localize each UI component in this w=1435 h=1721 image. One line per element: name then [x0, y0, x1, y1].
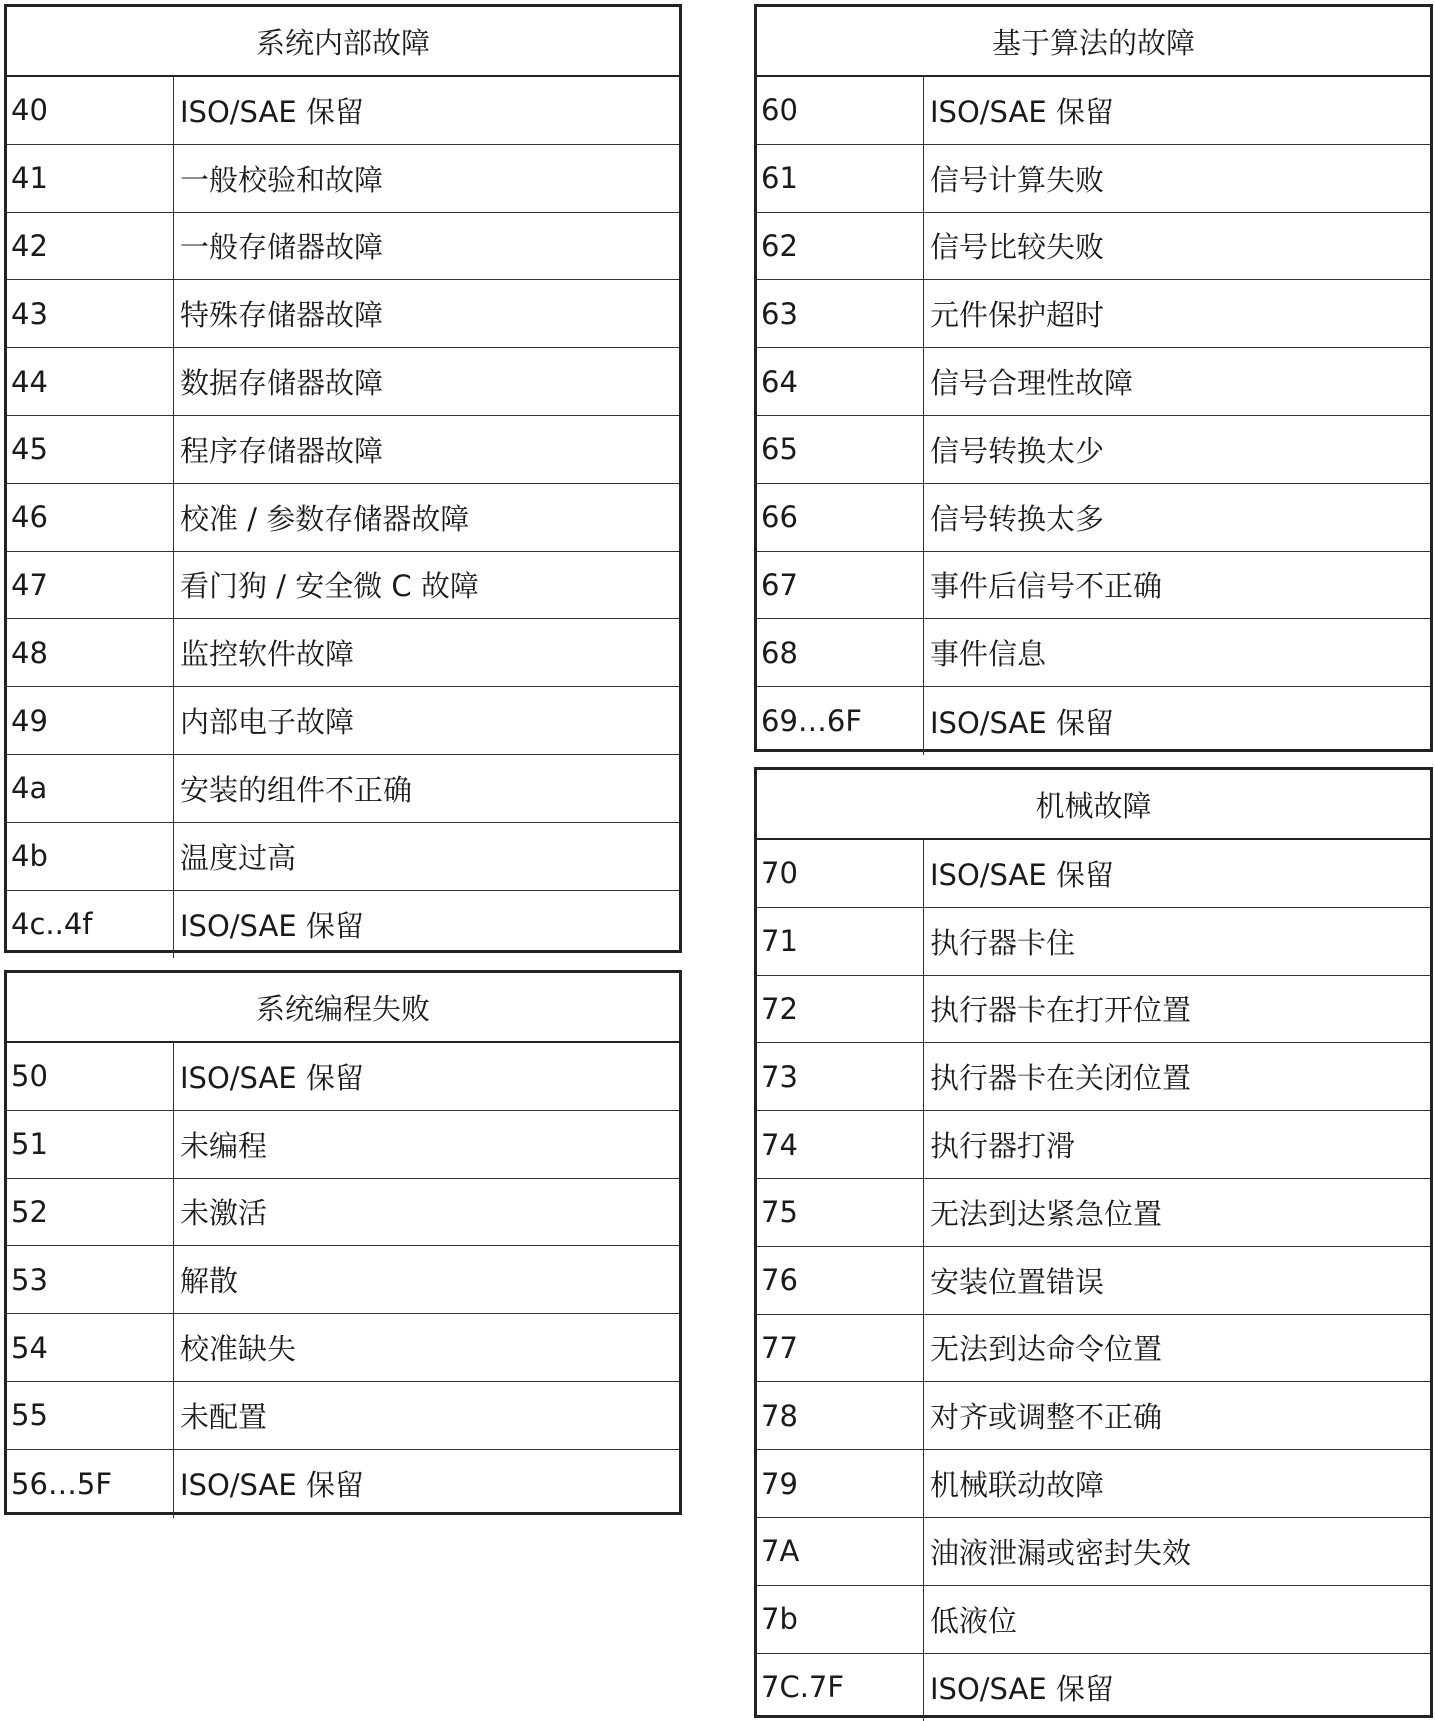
- table-row: [7, 1111, 679, 1179]
- fault-code-cell: 7b: [757, 1586, 924, 1653]
- fault-description-cell: 安装的组件不正确: [180, 772, 413, 807]
- fault-code-cell: 43: [7, 280, 174, 347]
- fault-description-cell: ISO/SAE 保留: [930, 1671, 1114, 1706]
- table-row: [757, 348, 1430, 416]
- table-title: 机械故障: [757, 770, 1430, 840]
- table-row: [757, 908, 1430, 976]
- fault-code-cell: 47: [7, 552, 174, 619]
- table-row: [757, 77, 1430, 145]
- table-algorithm-based-faults: [754, 4, 1433, 752]
- fault-description-cell: 校准缺失: [180, 1332, 297, 1367]
- table-row: [7, 1450, 679, 1518]
- table-row: [757, 145, 1430, 213]
- fault-description-cell: 安装位置错误: [930, 1264, 1105, 1299]
- fault-code-cell: 4b: [7, 823, 174, 890]
- table-row: [757, 840, 1430, 908]
- table-row: [757, 1586, 1430, 1654]
- fault-code-cell: 44: [7, 348, 174, 415]
- fault-code-cell: 51: [7, 1111, 174, 1178]
- fault-description-cell: 执行器卡在关闭位置: [930, 1061, 1192, 1096]
- fault-code-cell: 4a: [7, 755, 174, 822]
- fault-code-cell: 75: [757, 1179, 924, 1246]
- fault-code-cell: 74: [757, 1111, 924, 1178]
- fault-code-cell: 52: [7, 1179, 174, 1246]
- fault-code-cell: 76: [757, 1247, 924, 1314]
- fault-code-cell: 65: [757, 416, 924, 483]
- fault-description-cell: 数据存储器故障: [180, 366, 384, 401]
- table-row: [757, 416, 1430, 484]
- table-row: [7, 687, 679, 755]
- fault-description-cell: 执行器卡住: [930, 925, 1076, 960]
- table-system-programming-failures: [4, 970, 682, 1515]
- fault-description-cell: 一般存储器故障: [180, 230, 384, 265]
- fault-description-cell: 对齐或调整不正确: [930, 1400, 1163, 1435]
- fault-code-cell: 77: [757, 1315, 924, 1382]
- table-row: [7, 280, 679, 348]
- table-row: [757, 687, 1430, 755]
- table-row: [757, 1450, 1430, 1518]
- fault-code-cell: 62: [757, 213, 924, 280]
- table-row: [757, 213, 1430, 281]
- fault-description-cell: 无法到达命令位置: [930, 1332, 1163, 1367]
- fault-code-cell: 53: [7, 1246, 174, 1313]
- fault-description-cell: 执行器卡在打开位置: [930, 993, 1192, 1028]
- fault-code-cell: 7A: [757, 1518, 924, 1585]
- fault-description-cell: 信号合理性故障: [930, 366, 1134, 401]
- table-row: [7, 823, 679, 891]
- fault-code-cell: 48: [7, 619, 174, 686]
- fault-description-cell: 温度过高: [180, 840, 297, 875]
- fault-description-cell: ISO/SAE 保留: [930, 857, 1114, 892]
- table-row: [7, 1314, 679, 1382]
- table-row: [7, 145, 679, 213]
- fault-description-cell: 信号计算失败: [930, 162, 1105, 197]
- table-row: [757, 1654, 1430, 1721]
- fault-description-cell: 油液泄漏或密封失效: [930, 1535, 1192, 1570]
- fault-code-cell: 68: [757, 619, 924, 686]
- table-row: [757, 552, 1430, 620]
- table-row: [757, 1247, 1430, 1315]
- fault-description-cell: 信号比较失败: [930, 230, 1105, 265]
- fault-code-cell: 40: [7, 77, 174, 144]
- fault-description-cell: 无法到达紧急位置: [930, 1196, 1163, 1231]
- fault-code-cell: 63: [757, 280, 924, 347]
- fault-code-cell: 72: [757, 976, 924, 1043]
- fault-code-cell: 49: [7, 687, 174, 754]
- fault-description-cell: 未激活: [180, 1196, 268, 1231]
- table-row: [7, 755, 679, 823]
- fault-code-cell: 54: [7, 1314, 174, 1381]
- fault-code-cell: 42: [7, 213, 174, 280]
- fault-description-cell: 未编程: [180, 1128, 268, 1163]
- fault-code-cell: 69…6F: [757, 687, 924, 755]
- fault-description-cell: 看门狗 / 安全微 C 故障: [180, 569, 479, 604]
- fault-code-cell: 56…5F: [7, 1450, 174, 1518]
- fault-code-cell: 7C.7F: [757, 1654, 924, 1721]
- table-row: [7, 1043, 679, 1111]
- table-row: [757, 1111, 1430, 1179]
- fault-code-cell: 60: [757, 77, 924, 144]
- table-row: [7, 484, 679, 552]
- fault-description-cell: 信号转换太多: [930, 501, 1105, 536]
- fault-description-cell: ISO/SAE 保留: [930, 705, 1114, 740]
- fault-description-cell: 监控软件故障: [180, 637, 355, 672]
- table-row: [757, 1315, 1430, 1383]
- table-row: [757, 976, 1430, 1044]
- table-system-internal-faults: [4, 4, 682, 953]
- fault-code-cell: 79: [757, 1450, 924, 1517]
- fault-code-cell: 55: [7, 1382, 174, 1449]
- table-row: [7, 77, 679, 145]
- fault-code-cell: 45: [7, 416, 174, 483]
- fault-code-cell: 71: [757, 908, 924, 975]
- fault-description-cell: 事件后信号不正确: [930, 569, 1163, 604]
- table-row: [7, 619, 679, 687]
- table-row: [757, 1179, 1430, 1247]
- fault-description-cell: 一般校验和故障: [180, 162, 384, 197]
- fault-code-cell: 67: [757, 552, 924, 619]
- fault-description-cell: ISO/SAE 保留: [930, 94, 1114, 129]
- fault-description-cell: ISO/SAE 保留: [180, 1060, 364, 1095]
- table-row: [7, 1246, 679, 1314]
- table-row: [757, 1043, 1430, 1111]
- table-title: 系统编程失败: [7, 973, 679, 1043]
- table-row: [757, 619, 1430, 687]
- table-row: [7, 1179, 679, 1247]
- fault-code-cell: 66: [757, 484, 924, 551]
- fault-description-cell: 特殊存储器故障: [180, 298, 384, 333]
- fault-code-cell: 41: [7, 145, 174, 212]
- fault-description-cell: ISO/SAE 保留: [180, 1468, 364, 1503]
- fault-code-cell: 61: [757, 145, 924, 212]
- fault-code-cell: 50: [7, 1043, 174, 1110]
- fault-description-cell: 低液位: [930, 1603, 1018, 1638]
- table-row: [757, 1382, 1430, 1450]
- table-row: [7, 416, 679, 484]
- fault-code-cell: 46: [7, 484, 174, 551]
- fault-description-cell: 元件保护超时: [930, 298, 1105, 333]
- table-title: 系统内部故障: [7, 7, 679, 77]
- table-row: [7, 213, 679, 281]
- fault-code-cell: 4c..4f: [7, 891, 174, 959]
- table-row: [7, 891, 679, 959]
- fault-description-cell: ISO/SAE 保留: [180, 94, 364, 129]
- table-mechanical-faults: [754, 767, 1433, 1718]
- fault-code-cell: 70: [757, 840, 924, 907]
- fault-description-cell: 内部电子故障: [180, 705, 355, 740]
- fault-code-cell: 64: [757, 348, 924, 415]
- fault-code-cell: 73: [757, 1043, 924, 1110]
- fault-description-cell: ISO/SAE 保留: [180, 908, 364, 943]
- table-row: [7, 348, 679, 416]
- table-row: [757, 280, 1430, 348]
- fault-description-cell: 未配置: [180, 1399, 268, 1434]
- table-row: [757, 484, 1430, 552]
- table-title: 基于算法的故障: [757, 7, 1430, 77]
- fault-description-cell: 机械联动故障: [930, 1468, 1105, 1503]
- table-row: [757, 1518, 1430, 1586]
- fault-description-cell: 解散: [180, 1264, 239, 1299]
- table-row: [7, 552, 679, 620]
- fault-description-cell: 校准 / 参数存储器故障: [180, 501, 470, 536]
- fault-description-cell: 信号转换太少: [930, 433, 1105, 468]
- fault-description-cell: 程序存储器故障: [180, 433, 384, 468]
- table-row: [7, 1382, 679, 1450]
- fault-description-cell: 执行器打滑: [930, 1129, 1076, 1164]
- fault-description-cell: 事件信息: [930, 637, 1047, 672]
- fault-code-cell: 78: [757, 1382, 924, 1449]
